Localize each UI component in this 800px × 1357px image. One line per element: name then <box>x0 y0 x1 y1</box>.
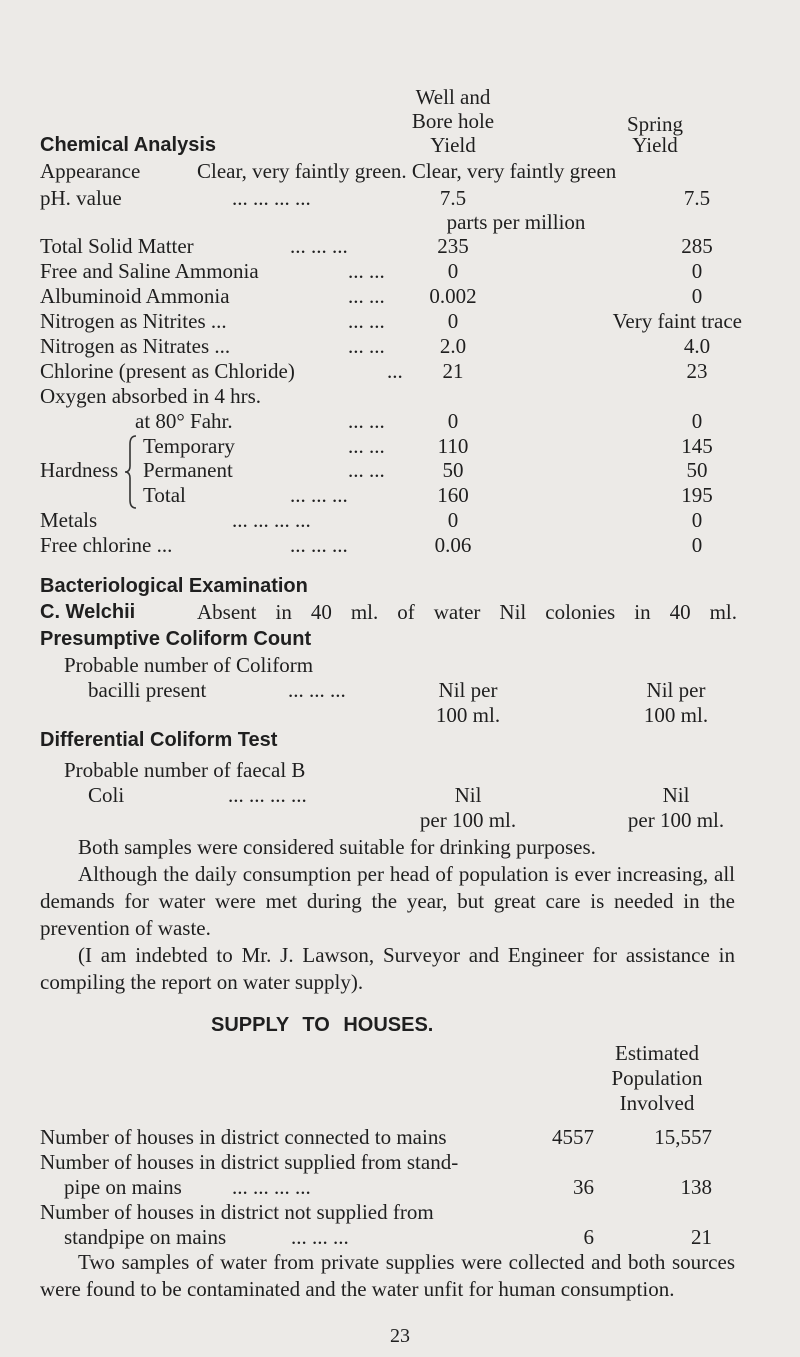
paragraph-suitability: Both samples were considered suitable for drinking purposes. <box>78 835 596 859</box>
oxygen-value-spring: 0 <box>691 409 703 433</box>
hardness-row-label: Permanent <box>143 458 233 482</box>
chem-row-dots: ... ... ... ... <box>232 508 311 532</box>
chem-row-value-well: 21 <box>442 359 464 383</box>
supply-row3-houses: 6 <box>583 1225 594 1249</box>
chem-row-value-spring: 0 <box>691 259 703 283</box>
chem-row-dots: ... ... <box>348 259 385 283</box>
oxygen-label-line1: Oxygen absorbed in 4 hrs. <box>40 384 262 408</box>
supply-col-header-line2: Population <box>611 1066 703 1090</box>
chem-row-dots: ... ... <box>348 309 385 333</box>
supply-col-header-line3: Involved <box>619 1091 695 1115</box>
coliform-value-spring-line2: 100 ml. <box>643 703 709 727</box>
column-header-well-line3: Yield <box>430 133 476 157</box>
coliform-heading: Presumptive Coliform Count <box>40 628 312 650</box>
hardness-row-dots: ... ... ... <box>290 483 348 507</box>
column-header-well-line1: Well and <box>415 85 491 109</box>
faecal-value-well-line1: Nil <box>454 783 482 807</box>
supply-row2-label-line1: Number of houses in district supplied from stand- <box>40 1150 459 1174</box>
chem-row-label: Free and Saline Ammonia <box>40 259 259 283</box>
supply-row1-population: 15,557 <box>654 1125 712 1149</box>
paragraph-consumption: Although the daily consumption per head of population is ever increasing, all demands for water were met during the year, but great care is needed in the prevention of waste. <box>40 862 735 940</box>
oxygen-value-well: 0 <box>447 409 459 433</box>
supply-col-header-line1: Estimated <box>615 1041 699 1065</box>
chem-row-label: Total Solid Matter <box>40 234 194 258</box>
hardness-row-dots: ... ... <box>348 458 385 482</box>
chem-row-value-well: 235 <box>437 234 469 258</box>
chem-row-value-spring: 23 <box>686 359 708 383</box>
hardness-row-value-well: 50 <box>442 458 464 482</box>
supply-row3-dots: ... ... ... <box>291 1225 349 1249</box>
supply-row2-dots: ... ... ... ... <box>232 1175 311 1199</box>
chem-row-label: Metals <box>40 508 98 532</box>
chem-row-value-well: 2.0 <box>439 334 467 358</box>
body-paragraphs <box>40 834 735 996</box>
chem-row-value-well: 0 <box>447 309 459 333</box>
chem-row-dots: ... ... ... ... <box>232 186 311 210</box>
page-number: 23 <box>390 1325 410 1347</box>
chem-row-dots: ... <box>387 359 403 383</box>
supply-closing-paragraph <box>40 1249 735 1303</box>
supply-heading: SUPPLY TO HOUSES. <box>211 1014 434 1036</box>
chem-row-value-well: 7.5 <box>439 186 467 210</box>
hardness-label: Hardness <box>40 458 119 482</box>
column-header-spring-line1: Spring <box>626 112 684 136</box>
chem-row-value-spring: 0 <box>691 508 703 532</box>
hardness-brace <box>124 434 138 510</box>
column-header-spring-line2: Yield <box>632 133 678 157</box>
supply-row1-label: Number of houses in district connected to mains <box>40 1125 447 1149</box>
units-note: parts per million <box>446 210 586 234</box>
bacteriological-heading: Bacteriological Examination <box>40 575 308 597</box>
supply-row1-houses: 4557 <box>552 1125 594 1149</box>
paragraph-private-supplies: Two samples of water from private supplies were collected and both sources were found to be contaminated and the water unfit for human consumption. <box>40 1250 735 1301</box>
chem-row-label: Albuminoid Ammonia <box>40 284 230 308</box>
chem-row-value-well: 0 <box>447 259 459 283</box>
chem-row-dots: ... ... ... <box>290 234 348 258</box>
supply-row2-houses: 36 <box>573 1175 594 1199</box>
chem-row-value-spring: 4.0 <box>683 334 711 358</box>
faecal-value-spring-line2: per 100 ml. <box>627 808 725 832</box>
chem-row-value-spring: 285 <box>681 234 713 258</box>
chem-row-dots: ... ... ... <box>290 533 348 557</box>
welchii-label: C. Welchii <box>40 601 136 623</box>
hardness-row-label: Total <box>143 483 186 507</box>
chem-row-label: pH. value <box>40 186 122 210</box>
coliform-line1: Probable number of Coliform <box>64 653 314 677</box>
supply-row3-population: 21 <box>691 1225 712 1249</box>
hardness-row-value-spring: 50 <box>686 458 708 482</box>
oxygen-dots: ... ... <box>348 409 385 433</box>
chem-row-dots: ... ... <box>348 284 385 308</box>
differential-heading: Differential Coliform Test <box>40 729 278 751</box>
supply-row2-label-line2: pipe on mains <box>64 1175 182 1199</box>
hardness-row-dots: ... ... <box>348 434 385 458</box>
faecal-dots: ... ... ... ... <box>228 783 307 807</box>
chem-row-value-spring: 0 <box>691 533 703 557</box>
coliform-value-well-line2: 100 ml. <box>435 703 501 727</box>
chem-row-label: Nitrogen as Nitrates ... <box>40 334 231 358</box>
supply-row3-label-line2: standpipe on mains <box>64 1225 227 1249</box>
chem-row-value-spring: Very faint trace <box>612 309 742 333</box>
chem-row-value-spring: 0 <box>691 284 703 308</box>
supply-row2-population: 138 <box>680 1175 712 1199</box>
chem-row-dots: ... ... <box>348 334 385 358</box>
chem-row-value-well: 0 <box>447 508 459 532</box>
chem-row-value-spring: 7.5 <box>683 186 711 210</box>
faecal-value-well-line2: per 100 ml. <box>419 808 517 832</box>
faecal-line1: Probable number of faecal B <box>64 758 306 782</box>
welchii-text: Absent in 40 ml. of water Nil colonies in 40 ml. <box>197 600 737 624</box>
hardness-row-value-well: 110 <box>437 434 469 458</box>
paragraph-acknowledgement: (I am indebted to Mr. J. Lawson, Surveyor and Engineer for assistance in compiling the report on water supply). <box>40 943 735 994</box>
coliform-line2: bacilli present <box>88 678 207 702</box>
chem-row-value-well: 0.06 <box>434 533 472 557</box>
chem-row-value-well: 0.002 <box>429 284 477 308</box>
coliform-dots: ... ... ... <box>288 678 346 702</box>
chem-row-label: Nitrogen as Nitrites ... <box>40 309 227 333</box>
hardness-row-label: Temporary <box>143 434 235 458</box>
coliform-value-spring-line1: Nil per <box>646 678 706 702</box>
faecal-value-spring-line1: Nil <box>662 783 690 807</box>
supply-row3-label-line1: Number of houses in district not supplied from <box>40 1200 434 1224</box>
chem-row-label: Chlorine (present as Chloride) <box>40 359 295 383</box>
hardness-row-value-spring: 145 <box>681 434 713 458</box>
faecal-line2: Coli <box>88 783 125 807</box>
appearance-value: Clear, very faintly green. Clear, very faintly green <box>197 159 617 183</box>
oxygen-label-line2: at 80° Fahr. <box>135 409 233 433</box>
appearance-label: Appearance <box>40 159 141 183</box>
column-header-well-line2: Bore hole <box>411 109 495 133</box>
chemical-analysis-heading: Chemical Analysis <box>40 134 217 156</box>
hardness-row-value-spring: 195 <box>681 483 713 507</box>
chem-row-label: Free chlorine ... <box>40 533 173 557</box>
coliform-value-well-line1: Nil per <box>438 678 498 702</box>
hardness-row-value-well: 160 <box>437 483 469 507</box>
